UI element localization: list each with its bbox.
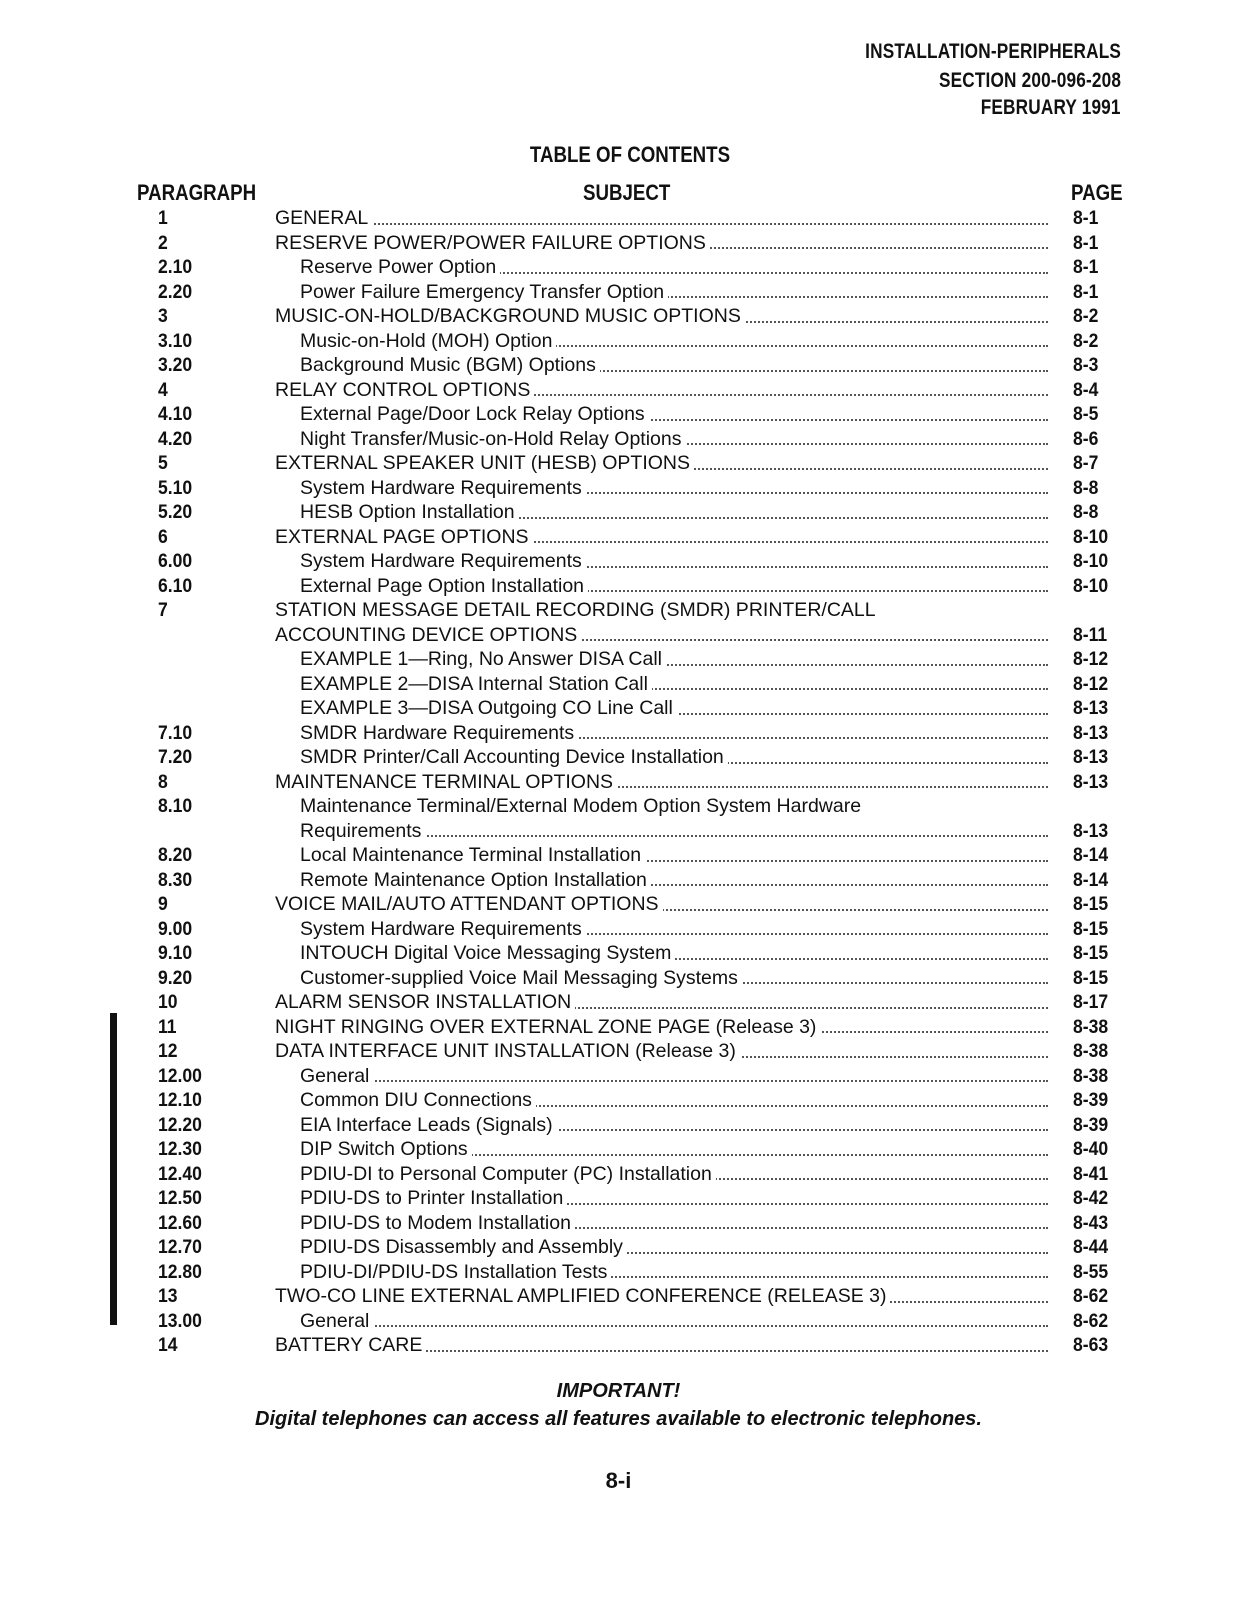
subject-text xyxy=(275,598,1048,623)
subject-label: PDIU-DS to Printer Installation xyxy=(300,1187,567,1209)
subject-label: ACCOUNTING DEVICE OPTIONS xyxy=(275,624,581,646)
subject-text xyxy=(300,696,1048,721)
toc-row[interactable] xyxy=(0,1137,1237,1162)
subject-text xyxy=(300,1211,1048,1236)
page-number-ref: 8-44 xyxy=(1073,1236,1109,1258)
page-number-ref: 8-12 xyxy=(1073,648,1109,670)
subject-text xyxy=(300,1162,1048,1187)
page-number-ref: 8-62 xyxy=(1073,1309,1109,1332)
subject-label: SMDR Hardware Requirements xyxy=(300,722,578,744)
page-number-ref: 8-38 xyxy=(1073,1040,1109,1062)
paragraph-number: 13 xyxy=(158,1285,178,1307)
paragraph-number: 8.30 xyxy=(158,868,193,891)
page-number-ref: 8-15 xyxy=(1073,942,1109,964)
subject-text xyxy=(300,1235,1048,1260)
page-number-ref: 8-12 xyxy=(1073,672,1109,695)
subject-label: External Page Option Installation xyxy=(300,575,588,597)
paragraph-number: 3.20 xyxy=(158,354,193,376)
subject-label: Background Music (BGM) Options xyxy=(300,354,600,376)
toc-row[interactable] xyxy=(0,868,1237,893)
toc-row[interactable] xyxy=(0,966,1237,991)
paragraph-number: 3.10 xyxy=(158,329,193,352)
page-number-ref: 8-43 xyxy=(1073,1211,1109,1234)
subject-label: PDIU-DI to Personal Computer (PC) Installation xyxy=(300,1163,716,1185)
toc-row[interactable] xyxy=(0,672,1237,697)
subject-text xyxy=(300,1186,1048,1211)
subject-label: EXTERNAL PAGE OPTIONS xyxy=(275,526,533,548)
toc-row[interactable] xyxy=(0,1088,1237,1113)
paragraph-number: 12.70 xyxy=(158,1236,202,1258)
toc-row[interactable] xyxy=(0,476,1237,501)
page-number-ref: 8-55 xyxy=(1073,1260,1109,1283)
page-number-ref: 8-4 xyxy=(1073,378,1099,401)
toc-row[interactable] xyxy=(0,917,1237,942)
toc-row[interactable] xyxy=(0,843,1237,868)
toc-row[interactable] xyxy=(0,378,1237,403)
subject-text xyxy=(300,476,1048,501)
page-number-ref: 8-14 xyxy=(1073,868,1109,891)
toc-row[interactable] xyxy=(0,990,1237,1015)
paragraph-number: 9.00 xyxy=(158,917,193,940)
subject-label: RESERVE POWER/POWER FAILURE OPTIONS xyxy=(275,232,710,254)
subject-text xyxy=(275,990,1048,1015)
subject-text xyxy=(300,427,1048,452)
paragraph-number: 9.20 xyxy=(158,966,193,989)
page-number-ref: 8-15 xyxy=(1073,893,1109,915)
paragraph-number: 7.20 xyxy=(158,746,193,768)
paragraph-number: 12.00 xyxy=(158,1064,202,1087)
subject-label: Power Failure Emergency Transfer Option xyxy=(300,281,668,303)
header-date: FEBRUARY 1991 xyxy=(981,96,1121,119)
paragraph-number: 2.10 xyxy=(158,256,193,278)
subject-label: Local Maintenance Terminal Installation xyxy=(300,844,645,866)
subject-label: Common DIU Connections xyxy=(300,1089,536,1111)
toc-row[interactable] xyxy=(0,745,1237,770)
subject-text xyxy=(300,255,1048,280)
subject-label: PDIU-DS Disassembly and Assembly xyxy=(300,1236,627,1258)
subject-label: BATTERY CARE xyxy=(275,1334,426,1356)
paragraph-number: 12.30 xyxy=(158,1138,202,1160)
page-number-ref: 8-42 xyxy=(1073,1187,1109,1209)
paragraph-number: 5 xyxy=(158,452,168,474)
toc-row[interactable] xyxy=(0,647,1237,672)
paragraph-number: 2 xyxy=(158,231,168,254)
page-number-ref: 8-41 xyxy=(1073,1162,1109,1185)
page-number-ref: 8-14 xyxy=(1073,844,1109,866)
toc-row[interactable] xyxy=(0,941,1237,966)
subject-text xyxy=(275,525,1048,550)
column-header-paragraph: PARAGRAPH xyxy=(137,180,257,205)
paragraph-number: 14 xyxy=(158,1334,178,1356)
toc-row[interactable] xyxy=(0,574,1237,599)
change-bar xyxy=(110,1013,117,1325)
subject-text xyxy=(275,378,1048,403)
paragraph-number: 9.10 xyxy=(158,942,193,964)
subject-text xyxy=(300,966,1048,991)
toc-row[interactable] xyxy=(0,1186,1237,1211)
page-number-ref: 8-13 xyxy=(1073,697,1109,719)
paragraph-number: 11 xyxy=(158,1015,177,1038)
subject-label: VOICE MAIL/AUTO ATTENDANT OPTIONS xyxy=(275,893,663,915)
subject-label: DATA INTERFACE UNIT INSTALLATION (Release 3) xyxy=(275,1040,740,1062)
paragraph-number: 7 xyxy=(158,599,168,621)
toc-row[interactable] xyxy=(0,206,1237,231)
subject-label: Maintenance Terminal/External Modem Option System Hardware xyxy=(300,795,865,817)
paragraph-number: 6.00 xyxy=(158,550,193,572)
paragraph-number: 12 xyxy=(158,1040,178,1062)
subject-text xyxy=(300,500,1048,525)
paragraph-number: 13.00 xyxy=(158,1309,202,1332)
page-number-ref: 8-13 xyxy=(1073,721,1109,744)
subject-text xyxy=(275,1039,1048,1064)
toc-row[interactable] xyxy=(0,1162,1237,1187)
toc-row[interactable] xyxy=(0,721,1237,746)
page-number-ref: 8-40 xyxy=(1073,1138,1109,1160)
page-number-ref: 8-15 xyxy=(1073,917,1109,940)
subject-text xyxy=(300,1064,1048,1089)
page-number-ref: 8-2 xyxy=(1073,329,1099,352)
toc-row[interactable] xyxy=(0,500,1237,525)
subject-label: GENERAL xyxy=(275,207,372,229)
subject-text xyxy=(300,819,1048,844)
subject-label: Reserve Power Option xyxy=(300,256,500,278)
toc-row[interactable] xyxy=(0,696,1237,721)
toc-row[interactable] xyxy=(0,1064,1237,1089)
toc-row[interactable] xyxy=(0,819,1237,844)
paragraph-number: 4.20 xyxy=(158,427,193,450)
subject-text xyxy=(300,868,1048,893)
subject-text xyxy=(275,206,1048,231)
subject-text xyxy=(300,1260,1048,1285)
paragraph-number: 12.10 xyxy=(158,1089,202,1111)
paragraph-number: 12.80 xyxy=(158,1260,202,1283)
header-section: SECTION 200-096-208 xyxy=(938,69,1121,92)
toc-row[interactable] xyxy=(0,1333,1237,1358)
paragraph-number: 8.20 xyxy=(158,844,193,866)
subject-label: EXAMPLE 1—Ring, No Answer DISA Call xyxy=(300,648,666,670)
paragraph-number: 12.40 xyxy=(158,1162,202,1185)
paragraph-number: 12.60 xyxy=(158,1211,202,1234)
subject-label: General xyxy=(300,1065,373,1087)
toc-row[interactable] xyxy=(0,1284,1237,1309)
page-number-ref: 8-3 xyxy=(1073,354,1099,376)
toc-row[interactable] xyxy=(0,525,1237,550)
page-number-ref: 8-8 xyxy=(1073,501,1099,523)
subject-text xyxy=(300,1309,1048,1334)
toc-row[interactable] xyxy=(0,549,1237,574)
important-heading: IMPORTANT! xyxy=(556,1380,681,1402)
subject-label: External Page/Door Lock Relay Options xyxy=(300,403,649,425)
page-number-ref: 8-1 xyxy=(1073,280,1099,303)
subject-label: Requirements xyxy=(300,820,425,842)
paragraph-number: 5.10 xyxy=(158,476,193,499)
subject-label: PDIU-DS to Modem Installation xyxy=(300,1212,575,1234)
subject-label: EXTERNAL SPEAKER UNIT (HESB) OPTIONS xyxy=(275,452,694,474)
subject-text xyxy=(275,1284,1048,1309)
toc-row[interactable] xyxy=(0,353,1237,378)
subject-text xyxy=(300,843,1048,868)
paragraph-number: 10 xyxy=(158,991,178,1013)
paragraph-number: 4.10 xyxy=(158,403,193,425)
toc-row[interactable] xyxy=(0,1260,1237,1285)
page-number-ref: 8-10 xyxy=(1073,525,1109,548)
page-number-ref: 8-1 xyxy=(1073,231,1099,254)
subject-text xyxy=(300,917,1048,942)
subject-text xyxy=(300,402,1048,427)
subject-label: SMDR Printer/Call Accounting Device Installation xyxy=(300,746,728,768)
column-header-subject: SUBJECT xyxy=(583,180,671,205)
subject-label: General xyxy=(300,1310,373,1332)
subject-text xyxy=(300,1113,1048,1138)
toc-title: TABLE OF CONTENTS xyxy=(529,142,731,167)
paragraph-number: 4 xyxy=(158,378,168,401)
subject-text xyxy=(275,892,1048,917)
page-number-ref: 8-13 xyxy=(1073,746,1109,768)
page-number-ref: 8-63 xyxy=(1073,1334,1109,1356)
paragraph-number: 7.10 xyxy=(158,721,193,744)
toc-row[interactable] xyxy=(0,770,1237,795)
toc-row[interactable] xyxy=(0,304,1237,329)
page-number-ref: 8-39 xyxy=(1073,1089,1109,1111)
header-title: INSTALLATION-PERIPHERALS xyxy=(865,40,1121,63)
toc-list xyxy=(0,206,1237,1358)
subject-text xyxy=(275,1015,1048,1040)
page-number-ref: 8-38 xyxy=(1073,1064,1109,1087)
subject-label: ALARM SENSOR INSTALLATION xyxy=(275,991,575,1013)
toc-row[interactable] xyxy=(0,280,1237,305)
important-text: Digital telephones can access all features available to electronic telephones. xyxy=(255,1408,982,1430)
paragraph-number: 5.20 xyxy=(158,501,193,523)
subject-text xyxy=(300,647,1048,672)
subject-text xyxy=(300,721,1048,746)
subject-label: RELAY CONTROL OPTIONS xyxy=(275,379,534,401)
subject-label: NIGHT RINGING OVER EXTERNAL ZONE PAGE (Release 3) xyxy=(275,1016,820,1038)
toc-row[interactable] xyxy=(0,794,1237,819)
subject-text xyxy=(300,574,1048,599)
subject-text xyxy=(300,353,1048,378)
subject-text xyxy=(275,231,1048,256)
page-number-ref: 8-15 xyxy=(1073,966,1109,989)
page-number: 8-i xyxy=(605,1468,632,1493)
subject-label: Night Transfer/Music-on-Hold Relay Options xyxy=(300,428,685,450)
paragraph-number: 12.20 xyxy=(158,1113,202,1136)
page-number-ref: 8-17 xyxy=(1073,991,1109,1013)
page-number-ref: 8-11 xyxy=(1073,623,1108,646)
toc-row[interactable] xyxy=(0,231,1237,256)
paragraph-number: 12.50 xyxy=(158,1187,202,1209)
toc-row[interactable] xyxy=(0,1039,1237,1064)
toc-row[interactable] xyxy=(0,623,1237,648)
subject-text xyxy=(300,549,1048,574)
toc-row[interactable] xyxy=(0,598,1237,623)
column-header-page: PAGE xyxy=(1071,180,1123,205)
subject-label: MAINTENANCE TERMINAL OPTIONS xyxy=(275,771,617,793)
page-number-ref: 8-1 xyxy=(1073,256,1099,278)
page-number-ref: 8-38 xyxy=(1073,1015,1109,1038)
page-number-ref: 8-7 xyxy=(1073,452,1099,474)
subject-text xyxy=(300,1088,1048,1113)
subject-label: DIP Switch Options xyxy=(300,1138,472,1160)
page-number-ref: 8-5 xyxy=(1073,403,1099,425)
subject-label: System Hardware Requirements xyxy=(300,918,586,940)
toc-row[interactable] xyxy=(0,1211,1237,1236)
subject-text xyxy=(275,304,1048,329)
subject-label: EIA Interface Leads (Signals) xyxy=(300,1114,557,1136)
toc-row[interactable] xyxy=(0,402,1237,427)
subject-text xyxy=(300,794,1048,819)
subject-label: STATION MESSAGE DETAIL RECORDING (SMDR) PRINTER/CALL xyxy=(275,599,880,621)
subject-label: Customer-supplied Voice Mail Messaging Systems xyxy=(300,967,742,989)
paragraph-number: 6.10 xyxy=(158,574,193,597)
page-number-ref: 8-39 xyxy=(1073,1113,1109,1136)
page-number-ref: 8-13 xyxy=(1073,819,1109,842)
toc-row[interactable] xyxy=(0,1015,1237,1040)
toc-row[interactable] xyxy=(0,329,1237,354)
subject-text xyxy=(300,745,1048,770)
subject-text xyxy=(300,280,1048,305)
subject-label: MUSIC-ON-HOLD/BACKGROUND MUSIC OPTIONS xyxy=(275,305,745,327)
paragraph-number: 8.10 xyxy=(158,795,193,817)
subject-text xyxy=(275,770,1048,795)
toc-row[interactable] xyxy=(0,1113,1237,1138)
toc-row[interactable] xyxy=(0,1309,1237,1334)
page-number-ref: 8-10 xyxy=(1073,574,1109,597)
subject-label: EXAMPLE 2—DISA Internal Station Call xyxy=(300,673,652,695)
paragraph-number: 6 xyxy=(158,525,168,548)
subject-label: INTOUCH Digital Voice Messaging System xyxy=(300,942,675,964)
subject-text xyxy=(300,329,1048,354)
page-number-ref: 8-62 xyxy=(1073,1285,1109,1307)
toc-row[interactable] xyxy=(0,1235,1237,1260)
subject-label: PDIU-DI/PDIU-DS Installation Tests xyxy=(300,1261,611,1283)
subject-label: System Hardware Requirements xyxy=(300,477,586,499)
toc-row[interactable] xyxy=(0,427,1237,452)
page-number-ref: 8-1 xyxy=(1073,207,1099,229)
toc-row[interactable] xyxy=(0,255,1237,280)
subject-text xyxy=(275,623,1048,648)
paragraph-number: 3 xyxy=(158,305,168,327)
subject-label: TWO-CO LINE EXTERNAL AMPLIFIED CONFERENCE (RELEASE 3) xyxy=(275,1285,890,1307)
subject-label: System Hardware Requirements xyxy=(300,550,586,572)
subject-label: Remote Maintenance Option Installation xyxy=(300,869,651,891)
subject-label: EXAMPLE 3—DISA Outgoing CO Line Call xyxy=(300,697,677,719)
page-number-ref: 8-13 xyxy=(1073,770,1109,793)
subject-text xyxy=(300,941,1048,966)
subject-label: HESB Option Installation xyxy=(300,501,519,523)
subject-label: Music-on-Hold (MOH) Option xyxy=(300,330,556,352)
page-number-ref: 8-6 xyxy=(1073,427,1099,450)
page-number-ref: 8-8 xyxy=(1073,476,1099,499)
toc-row[interactable] xyxy=(0,892,1237,917)
paragraph-number: 9 xyxy=(158,893,168,915)
page-number-ref: 8-10 xyxy=(1073,550,1109,572)
subject-text xyxy=(275,451,1048,476)
page-number-ref: 8-2 xyxy=(1073,305,1099,327)
paragraph-number: 2.20 xyxy=(158,280,193,303)
paragraph-number: 8 xyxy=(158,770,168,793)
subject-text xyxy=(300,672,1048,697)
subject-text xyxy=(300,1137,1048,1162)
paragraph-number: 1 xyxy=(158,207,168,229)
subject-text xyxy=(275,1333,1048,1358)
toc-row[interactable] xyxy=(0,451,1237,476)
